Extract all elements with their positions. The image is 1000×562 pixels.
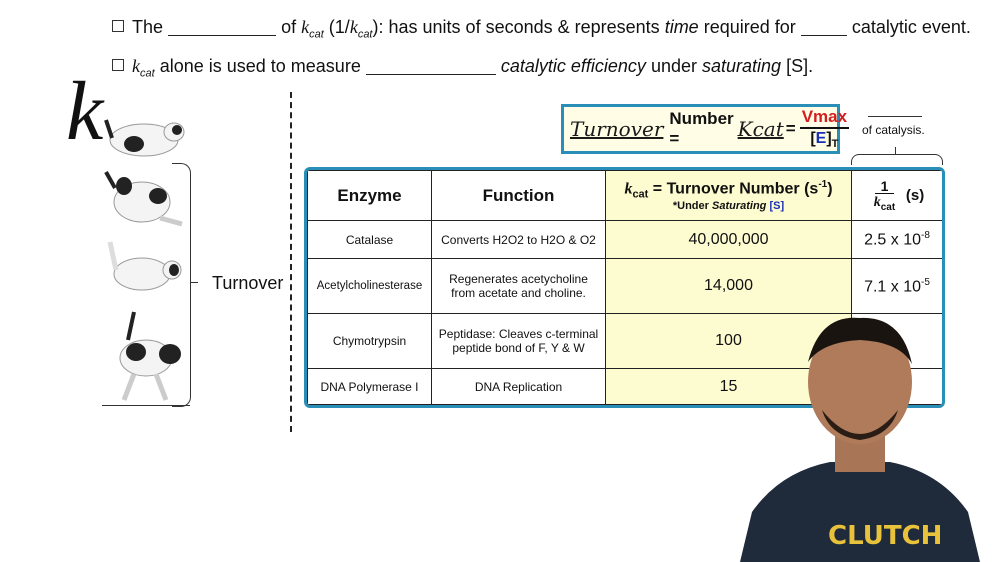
line1-kcat: k	[301, 17, 310, 37]
cell-function: DNA Replication	[432, 369, 606, 405]
dashed-divider	[290, 92, 292, 432]
header-function: Function	[432, 171, 606, 221]
cell-function: Regenerates acetycholine from acetate and choline.	[432, 259, 606, 314]
notes-line-1	[112, 17, 971, 41]
catalysis-brace-tip	[895, 147, 896, 154]
turnover-label: Turnover	[212, 273, 284, 293]
cell-enzyme: Catalase	[308, 221, 432, 259]
cell-inverse-exp: -8	[921, 230, 930, 242]
cell-kcat: 14,000	[606, 259, 852, 314]
catalysis-brace	[851, 154, 943, 165]
turnover-bracket	[172, 163, 191, 407]
line1-paren-close: ):	[372, 17, 384, 37]
turnover-formula-box	[561, 104, 848, 154]
cell-kcat: 15	[606, 369, 852, 405]
presenter-video-overlay	[740, 312, 980, 562]
cell-enzyme: Chymotrypsin	[308, 314, 432, 369]
header-kcat-k: k	[624, 180, 633, 198]
header-inv-unit: (s)	[905, 186, 925, 204]
cell-function: Converts H2O2 to H2O & O2	[432, 221, 606, 259]
line1-mid: has units of seconds & represents	[388, 17, 660, 37]
big-k-symbol: k	[66, 65, 104, 158]
checkbox-icon	[112, 59, 124, 71]
header-note-b: Saturating	[711, 200, 767, 213]
fill-blank-1	[168, 19, 276, 36]
cell-inverse	[852, 259, 943, 314]
header-inv-fraction	[874, 179, 895, 213]
cat-base-line	[102, 405, 190, 406]
notes-line-2	[112, 56, 813, 80]
cell-function: Peptidase: Cleaves c-terminal peptide bond of F, Y & W	[432, 314, 606, 369]
turnover-bracket-tip	[190, 282, 198, 283]
formula-fraction	[800, 108, 849, 150]
line1-paren-sub: cat	[357, 28, 373, 41]
formula-kcat-handwritten: Kcat	[737, 117, 784, 141]
cell-enzyme: Acetylcholinesterase	[308, 259, 432, 314]
cell-kcat: 40,000,000	[606, 221, 852, 259]
line1-required: required for	[703, 17, 796, 37]
catalysis-label: of catalysis.	[862, 123, 925, 137]
den-sub: T	[831, 138, 839, 151]
line2-kcat: k	[132, 56, 140, 76]
header-enzyme: Enzyme	[308, 171, 432, 221]
den-bracket-open: [	[810, 129, 816, 147]
line1-paren-open: (1/	[328, 17, 350, 37]
header-inv-num: 1	[875, 179, 895, 194]
table-header-row	[308, 171, 943, 221]
line1-time: time	[664, 17, 699, 37]
formula-number: Number =	[669, 109, 734, 148]
fill-blank-3	[366, 58, 496, 75]
catalysis-fill-blank	[868, 116, 922, 117]
cell-inverse-exp: -5	[921, 276, 930, 288]
cell-inverse-base: 2.5 x 10	[864, 231, 922, 249]
line2-mid: alone is used to measure	[159, 56, 361, 76]
formula-denominator	[810, 129, 838, 150]
fill-blank-2	[801, 19, 847, 36]
table-row	[308, 221, 943, 259]
line1-kcat-sub: cat	[309, 28, 324, 41]
line2-kcat-sub: cat	[140, 67, 155, 80]
header-kcat-sub: cat	[632, 188, 649, 201]
checkbox-icon	[112, 20, 124, 32]
line1-of: of	[281, 17, 297, 37]
header-note-c: [S]	[769, 200, 785, 213]
cell-inverse-base: 7.1 x 10	[864, 277, 922, 295]
line2-suffix: [S].	[786, 56, 814, 76]
formula-numerator: Vmax	[800, 108, 849, 129]
line2-saturating: saturating	[702, 56, 782, 76]
cell-kcat: 100	[606, 314, 852, 369]
cat-illustration-1	[104, 110, 188, 165]
line2-efficiency: catalytic efficiency	[500, 56, 646, 76]
line1-suffix: catalytic event.	[851, 17, 971, 37]
header-inv-den-sub: cat	[880, 201, 896, 213]
cell-enzyme: DNA Polymerase I	[308, 369, 432, 405]
line1-paren-k: k	[349, 17, 358, 37]
den-e: E	[815, 129, 827, 147]
header-inverse-kcat	[852, 171, 943, 221]
header-kcat-rest: = Turnover Number (s	[652, 180, 819, 198]
header-inv-den-k: k	[873, 194, 881, 210]
formula-turnover-handwritten: Turnover	[570, 117, 664, 141]
header-note-a: *Under	[672, 200, 709, 213]
shirt-logo-text: CLUTCH	[828, 521, 943, 551]
table-row	[308, 259, 943, 314]
line1-prefix: The	[132, 17, 164, 37]
header-kcat-close: )	[827, 180, 833, 198]
line2-under: under	[650, 56, 697, 76]
cell-inverse	[852, 221, 943, 259]
den-bracket-close: ]	[826, 129, 832, 147]
formula-equals: =	[785, 119, 796, 138]
header-kcat	[606, 171, 852, 221]
header-kcat-exp: -1	[818, 178, 828, 190]
